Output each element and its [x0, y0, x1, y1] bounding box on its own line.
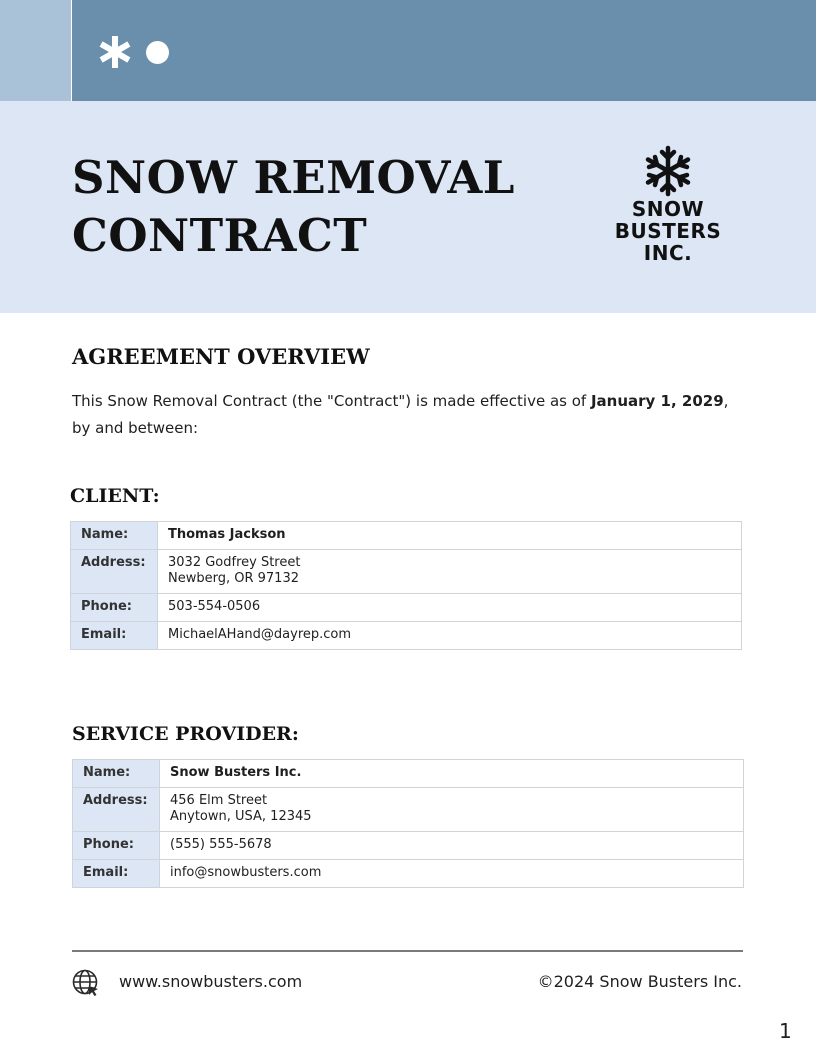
provider-table	[72, 759, 744, 888]
header-band-left	[0, 0, 71, 101]
table-row	[71, 550, 742, 594]
name-label: Name:	[73, 760, 160, 788]
address-line-1: 3032 Godfrey Street	[168, 555, 301, 570]
overview-heading: AGREEMENT OVERVIEW	[72, 344, 370, 369]
title-line-2: CONTRACT	[72, 209, 368, 262]
logo-line-2: BUSTERS	[614, 219, 722, 243]
client-table	[70, 521, 742, 650]
effective-date: January 1, 2029	[590, 392, 724, 410]
footer-divider	[72, 950, 743, 952]
phone-label: Phone:	[73, 832, 160, 860]
provider-address	[160, 788, 744, 832]
table-row	[71, 622, 742, 650]
client-address	[158, 550, 742, 594]
title-line-1: SNOW REMOVAL	[72, 151, 515, 204]
address-label: Address:	[71, 550, 158, 594]
table-row	[73, 860, 744, 888]
overview-paragraph	[72, 388, 744, 442]
table-row	[71, 522, 742, 550]
logo-line-3: INC.	[643, 241, 693, 265]
header-band	[72, 0, 816, 101]
page-number: 1	[779, 1019, 792, 1043]
provider-email: info@snowbusters.com	[160, 860, 744, 888]
address-label: Address:	[73, 788, 160, 832]
overview-text-after: , by and between:	[72, 392, 729, 437]
client-email: MichaelAHand@dayrep.com	[158, 622, 742, 650]
page-title	[72, 149, 542, 265]
table-row	[73, 832, 744, 860]
table-row	[73, 788, 744, 832]
name-label: Name:	[71, 522, 158, 550]
table-row	[73, 760, 744, 788]
logo-line-1: SNOW	[631, 197, 705, 221]
hero-section	[0, 101, 816, 313]
asterisk-icon	[98, 35, 132, 69]
footer-website-link[interactable]: www.snowbusters.com	[119, 972, 303, 991]
email-label: Email:	[71, 622, 158, 650]
header-decoration	[98, 30, 169, 74]
snowflake-icon	[643, 145, 693, 197]
globe-icon	[72, 969, 100, 997]
client-name: Thomas Jackson	[158, 522, 742, 550]
address-line-2: Newberg, OR 97132	[168, 571, 299, 586]
client-phone: 503-554-0506	[158, 594, 742, 622]
address-line-1: 456 Elm Street	[170, 793, 268, 808]
provider-heading: SERVICE PROVIDER:	[72, 723, 299, 745]
table-row	[71, 594, 742, 622]
logo-text	[598, 198, 738, 264]
provider-phone: (555) 555-5678	[160, 832, 744, 860]
phone-label: Phone:	[71, 594, 158, 622]
footer-copyright: ©2024 Snow Busters Inc.	[537, 972, 742, 991]
company-logo	[598, 145, 738, 264]
overview-text-before: This Snow Removal Contract (the "Contract") is made effective as of	[72, 392, 591, 410]
provider-name: Snow Busters Inc.	[160, 760, 744, 788]
address-line-2: Anytown, USA, 12345	[170, 809, 312, 824]
dot-icon	[146, 41, 169, 64]
client-heading: CLIENT:	[70, 485, 160, 507]
email-label: Email:	[73, 860, 160, 888]
